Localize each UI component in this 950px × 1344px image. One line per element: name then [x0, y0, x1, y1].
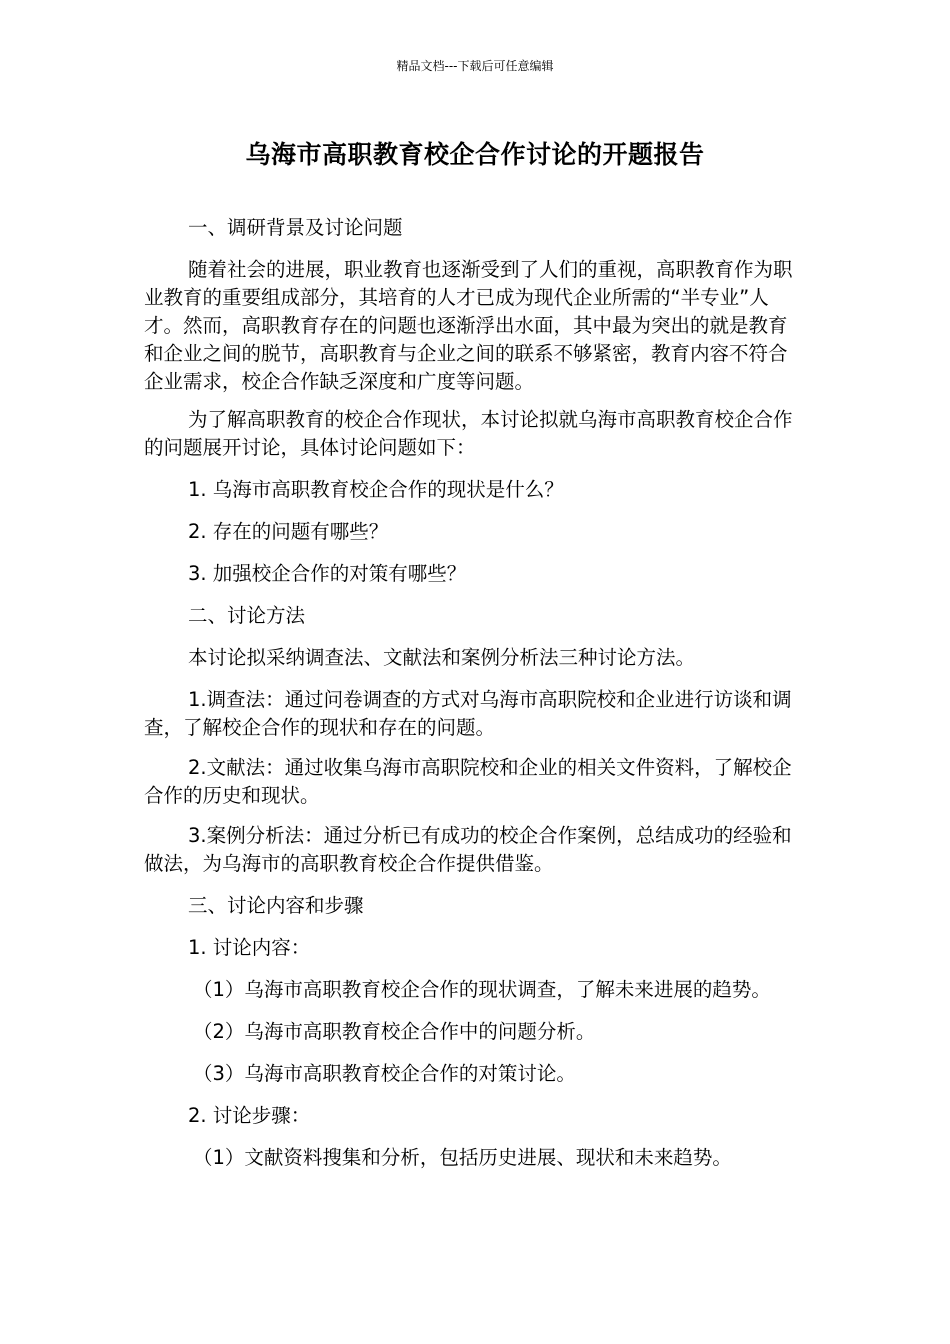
paragraph-purpose: 为了解高职教育的校企合作现状，本讨论拟就乌海市高职教育校企合作的问题展开讨论，具体讨论问题如下：: [144, 408, 793, 459]
method-item-literature: 2.文献法：通过收集乌海市高职院校和企业的相关文件资料，了解校企合作的历史和现状。: [144, 756, 792, 807]
method-item-survey: 1.调查法：通过问卷调查的方式对乌海市高职院校和企业进行访谈和调查，了解校企合作的现状和存在的问题。: [144, 688, 792, 739]
section-heading-3: 三、讨论内容和步骤: [188, 894, 364, 917]
step-item-1: （1）文献资料搜集和分析，包括历史进展、现状和未来趋势。: [193, 1146, 732, 1169]
document-title: 乌海市高职教育校企合作讨论的开题报告: [245, 140, 705, 169]
method-item-case-study: 3.案例分析法：通过分析已有成功的校企合作案例，总结成功的经验和做法，为乌海市的高职教育校企合作提供借鉴。: [144, 824, 792, 875]
section-heading-2: 二、讨论方法: [188, 604, 306, 627]
question-item-1: 1. 乌海市高职教育校企合作的现状是什么？: [188, 478, 564, 501]
content-item-2: （2）乌海市高职教育校企合作中的问题分析。: [193, 1020, 596, 1043]
page-header: 精品文档---下载后可任意编辑: [396, 59, 554, 73]
question-item-3: 3. 加强校企合作的对策有哪些？: [188, 562, 467, 585]
content-item-1: （1）乌海市高职教育校企合作的现状调查，了解未来进展的趋势。: [193, 978, 771, 1001]
steps-heading: 2. 讨论步骤：: [188, 1104, 311, 1127]
section-heading-1: 一、调研背景及讨论问题: [188, 216, 403, 239]
content-heading: 1. 讨论内容：: [188, 936, 311, 959]
paragraph-background: 随着社会的进展，职业教育也逐渐受到了人们的重视，高职教育作为职业教育的重要组成部分，其培育的人才已成为现代企业所需的“半专业”人才。然而，高职教育存在的问题也逐渐浮出水面，其中最为突出的就是教育和企业之间的脱节，高职教育与企业之间的联系不够紧密，教育内容不符合企业需求，校企合作缺乏深度和广度等问题。: [144, 258, 793, 393]
content-item-3: （3）乌海市高职教育校企合作的对策讨论。: [193, 1062, 576, 1085]
paragraph-methods-intro: 本讨论拟采纳调查法、文献法和案例分析法三种讨论方法。: [188, 646, 696, 669]
question-item-2: 2. 存在的问题有哪些？: [188, 520, 389, 543]
